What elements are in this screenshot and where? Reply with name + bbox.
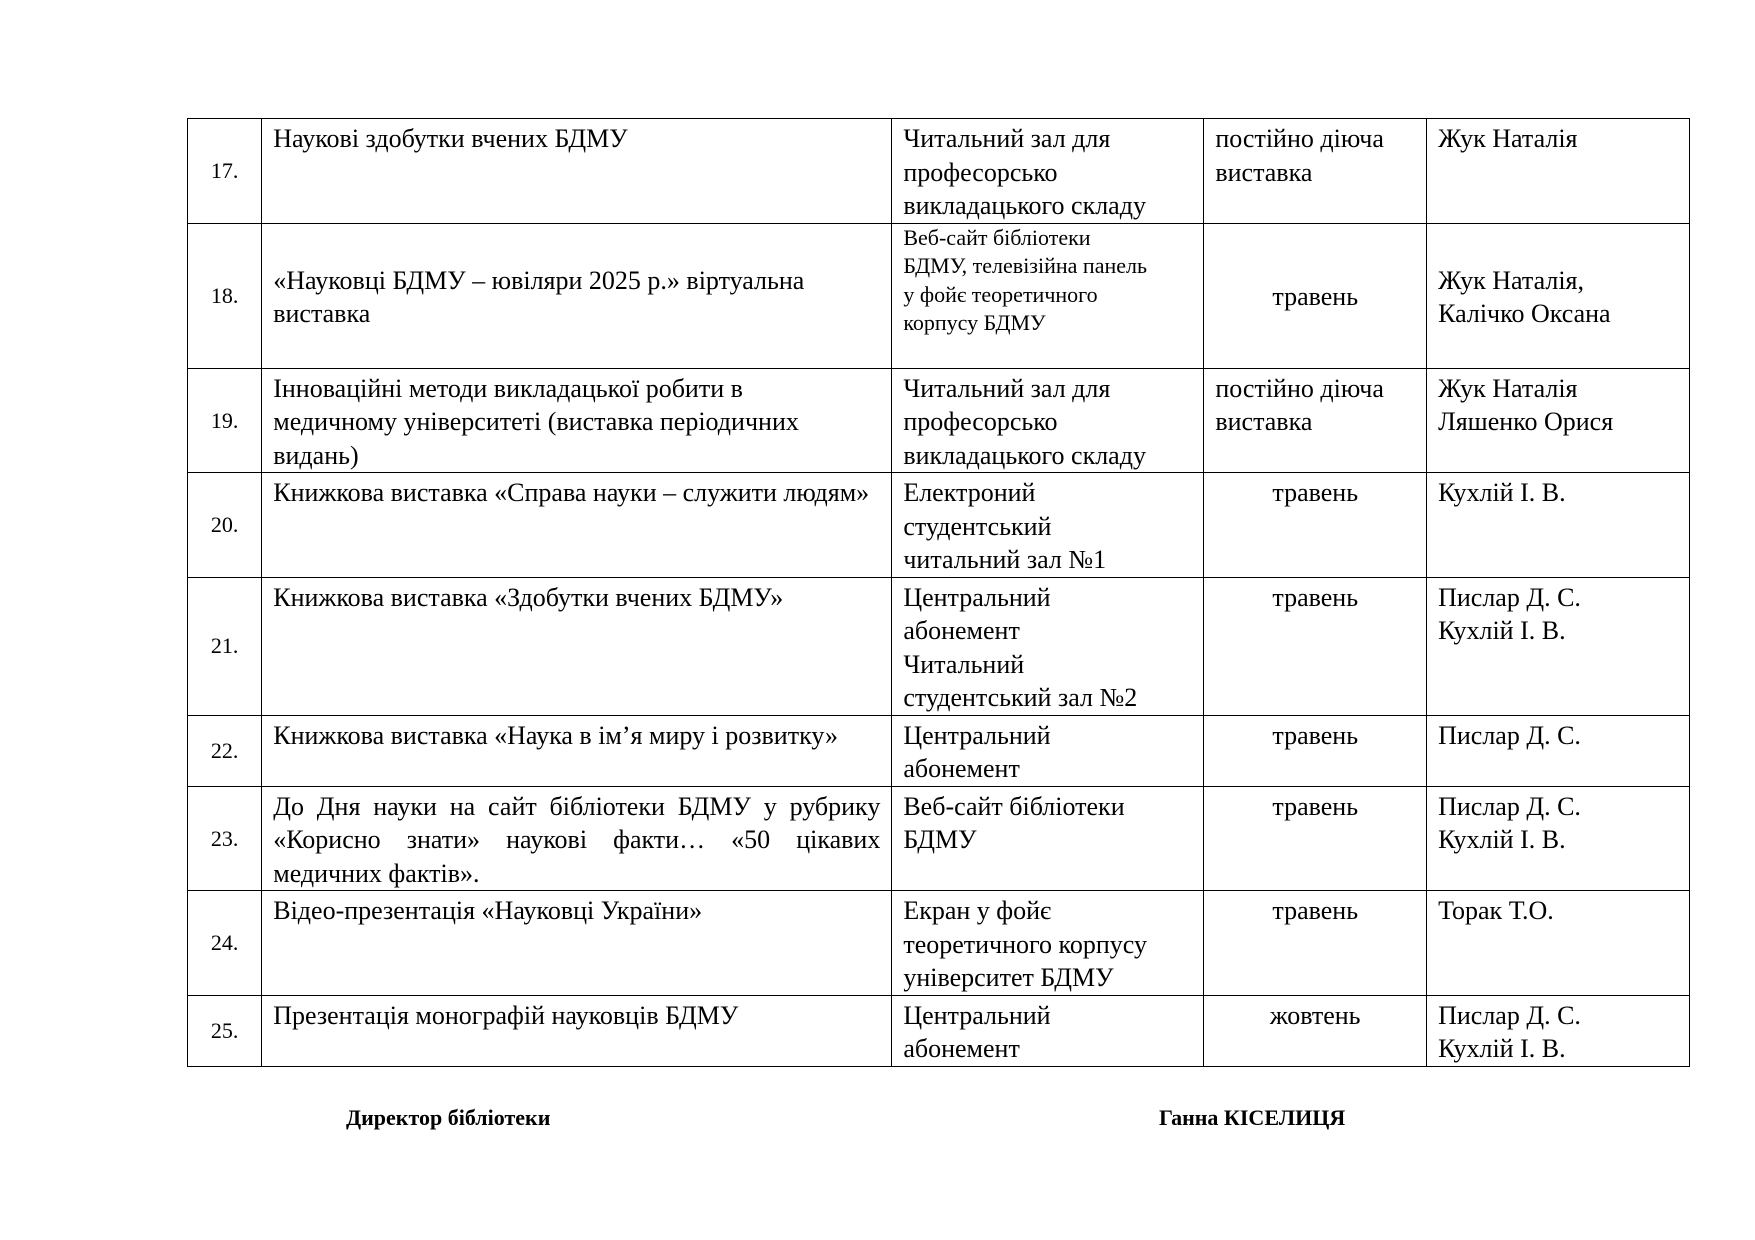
row-number: 20. [188, 473, 262, 578]
event-responsible: Торак Т.О. [1427, 891, 1690, 996]
table-row [188, 715, 1690, 786]
event-title: Книжкова виставка «Справа науки – служити людям» [262, 473, 892, 578]
table-row [188, 368, 1690, 473]
event-term: травень [1204, 223, 1427, 368]
event-responsible: Жук Наталія, Калічко Оксана [1427, 223, 1690, 368]
event-term: травень [1204, 577, 1427, 715]
event-term: жовтень [1204, 995, 1427, 1066]
event-responsible: Пислар Д. С. Кухлій І. В. [1427, 577, 1690, 715]
table-row [188, 223, 1690, 368]
event-place: Веб-сайт бібліотеки БДМУ [892, 786, 1204, 891]
event-place: Читальний зал для професорсько викладацького складу [892, 119, 1204, 224]
event-place: Веб-сайт бібліотеки БДМУ, телевізійна панель у фойє теоретичного корпусу БДМУ [892, 223, 1204, 368]
event-responsible: Жук Наталія [1427, 119, 1690, 224]
event-responsible: Кухлій І. В. [1427, 473, 1690, 578]
row-number: 18. [188, 223, 262, 368]
event-place: Електроний студентський читальний зал №1 [892, 473, 1204, 578]
row-number: 19. [188, 368, 262, 473]
table-row [188, 119, 1690, 224]
signature-name: Ганна КІСЕЛИЦЯ [1159, 1105, 1346, 1130]
event-title: «Науковці БДМУ – ювіляри 2025 р.» віртуальна виставка [262, 223, 892, 368]
row-number: 24. [188, 891, 262, 996]
event-title: Книжкова виставка «Наука в імʼя миру і розвитку» [262, 715, 892, 786]
event-title: Відео-презентація «Науковці України» [262, 891, 892, 996]
event-title: Наукові здобутки вчених БДМУ [262, 119, 892, 224]
event-responsible: Пислар Д. С. Кухлій І. В. [1427, 786, 1690, 891]
event-place: Читальний зал для професорсько викладацького складу [892, 368, 1204, 473]
table-row [188, 786, 1690, 891]
event-title: Інноваційні методи викладацької робити в медичному університеті (виставка періодичних видань) [262, 368, 892, 473]
event-term: травень [1204, 715, 1427, 786]
event-responsible: Пислар Д. С. Кухлій І. В. [1427, 995, 1690, 1066]
events-table [187, 118, 1690, 1067]
event-title: Книжкова виставка «Здобутки вчених БДМУ» [262, 577, 892, 715]
event-responsible: Жук Наталія Ляшенко Орися [1427, 368, 1690, 473]
event-place: Екран у фойє теоретичного корпусу університет БДМУ [892, 891, 1204, 996]
table-row [188, 995, 1690, 1066]
event-title: Презентація монографій науковців БДМУ [262, 995, 892, 1066]
row-number: 21. [188, 577, 262, 715]
event-responsible: Пислар Д. С. [1427, 715, 1690, 786]
row-number: 23. [188, 786, 262, 891]
row-number: 17. [188, 119, 262, 224]
row-number: 22. [188, 715, 262, 786]
event-term: травень [1204, 473, 1427, 578]
event-term: травень [1204, 891, 1427, 996]
signature-position: Директор бібліотеки [346, 1105, 551, 1130]
event-place: Центральний абонемент [892, 715, 1204, 786]
table-row [188, 577, 1690, 715]
table-row [188, 891, 1690, 996]
event-term: постійно діюча виставка [1204, 119, 1427, 224]
event-place: Центральний абонемент Читальний студентський зал №2 [892, 577, 1204, 715]
event-place: Центральний абонемент [892, 995, 1204, 1066]
row-number: 25. [188, 995, 262, 1066]
event-title: До Дня науки на сайт бібліотеки БДМУ у рубрику «Корисно знати» наукові факти… «50 цікавих медичних фактів». [262, 786, 892, 891]
event-term: постійно діюча виставка [1204, 368, 1427, 473]
event-term: травень [1204, 786, 1427, 891]
table-row [188, 473, 1690, 578]
